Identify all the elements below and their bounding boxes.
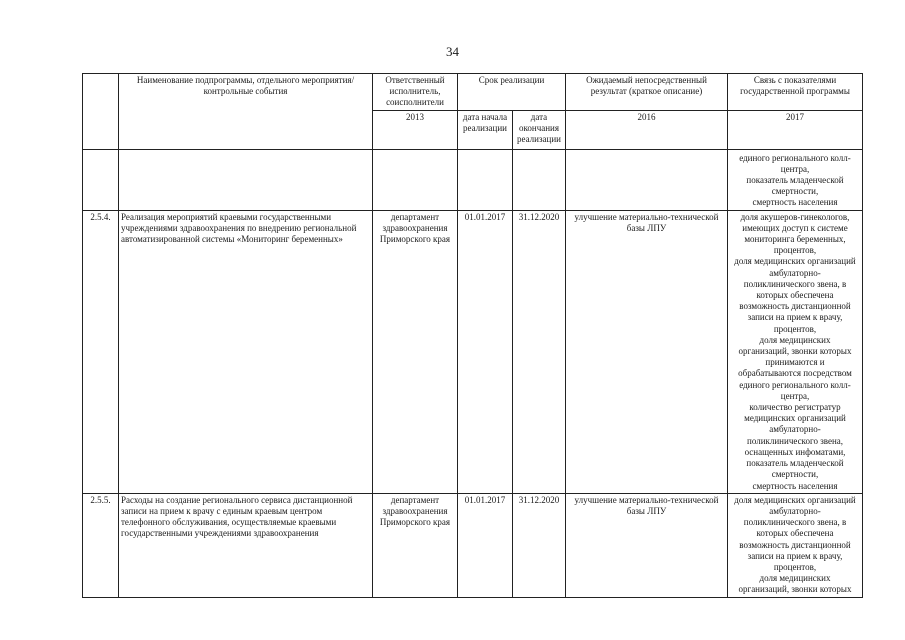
indicator-line: амбулаторно- (769, 424, 821, 435)
indicator-line: амбулаторно- (769, 505, 821, 516)
header-responsible: Ответственный исполнитель, соисполнители (373, 74, 458, 111)
row-responsible: департамент здравоохранения Приморского края (373, 210, 458, 493)
page-number: 34 (446, 44, 459, 59)
row-start-date: 01.01.2017 (458, 493, 513, 597)
indicator-line: доля медицинских организаций (734, 256, 856, 267)
header-result-year: 2016 (566, 110, 728, 149)
row-number (83, 149, 119, 210)
indicator-line: поликлинического звена, в (743, 278, 847, 289)
row-name (119, 149, 373, 210)
indicator-line: процентов, (773, 561, 817, 572)
indicator-line: количество регистратур (749, 402, 841, 413)
row-end-date: 31.12.2020 (513, 210, 566, 493)
row-indicators (728, 210, 863, 493)
row-result: улучшение материально-технической базы ЛПУ (566, 493, 728, 597)
program-table (82, 73, 863, 598)
indicator-line: организаций, звонки которых (738, 584, 852, 595)
row-start-date (458, 149, 513, 210)
indicator-line: оснащенных инфоматами, (744, 446, 846, 457)
table-row (83, 493, 863, 597)
indicator-line: единого регионального колл- (739, 152, 851, 163)
header-result: Ожидаемый непосредственный результат (краткое описание) (566, 74, 728, 111)
indicator-list (730, 495, 860, 596)
indicator-line: организаций, звонки которых (738, 346, 852, 357)
header-name: Наименование подпрограммы, отдельного мероприятия/контрольные события (119, 74, 373, 150)
header-term: Срок реализации (458, 74, 566, 111)
indicator-line: доля акушеров-гинекологов, (740, 211, 850, 222)
indicator-line: процентов, (773, 323, 817, 334)
indicator-line: принимаются и (765, 357, 825, 368)
row-name: Расходы на создание регионального сервиса дистанционной записи на прием к врачу с единым краевым центром телефонного обслуживания, осуществляемые краевыми государственными учреждениями здравоохранения (119, 493, 373, 597)
row-responsible: департамент здравоохранения Приморского края (373, 493, 458, 597)
indicator-line: которых обеспечена (756, 528, 834, 539)
indicator-list (730, 212, 860, 492)
indicator-line: показатель младенческой (746, 458, 844, 469)
row-responsible (373, 149, 458, 210)
indicator-line: поликлинического звена, в (743, 517, 847, 528)
row-result: улучшение материально-технической базы ЛПУ (566, 210, 728, 493)
row-start-date: 01.01.2017 (458, 210, 513, 493)
header-link: Связь с показателями государственной программы (728, 74, 863, 111)
header-link-year: 2017 (728, 110, 863, 149)
indicator-line: процентов, (773, 245, 817, 256)
indicator-line: поликлинического звена, (747, 435, 843, 446)
header-start-date: дата начала реализации (458, 110, 513, 149)
indicator-line: доля медицинских (759, 334, 831, 345)
indicator-line: медицинских организаций (744, 413, 846, 424)
row-end-date (513, 149, 566, 210)
row-end-date: 31.12.2020 (513, 493, 566, 597)
row-number: 2.5.5. (83, 493, 119, 597)
row-name: Реализация мероприятий краевыми государственными учреждениями здравоохранения по внедрению региональной автоматизированной системы «Мониторинг беременных» (119, 210, 373, 493)
header-responsible-year: 2013 (373, 110, 458, 149)
header-number-cell (83, 74, 119, 150)
indicator-line: мониторинга беременных, (744, 234, 846, 245)
indicator-line: смертность населения (752, 480, 838, 491)
indicator-line: которых обеспечена (756, 290, 834, 301)
indicator-line: амбулаторно- (769, 267, 821, 278)
indicator-line: записи на прием к врачу, (747, 550, 843, 561)
indicator-line: доля медицинских (759, 573, 831, 584)
indicator-line: доля медицинских организаций (734, 494, 856, 505)
indicator-line: возможность дистанционной (739, 301, 851, 312)
indicator-line: обрабатываются посредством (738, 368, 852, 379)
indicator-line: записи на прием к врачу, (747, 312, 843, 323)
table-row (83, 149, 863, 210)
indicator-line: единого регионального колл- (739, 379, 851, 390)
header-end-date: дата окончания реализации (513, 110, 566, 149)
indicator-line: центра, (780, 390, 810, 401)
indicator-line: имеющих доступ к системе (742, 222, 848, 233)
row-result (566, 149, 728, 210)
indicator-line: смертности, (771, 186, 819, 197)
row-indicators (728, 493, 863, 597)
indicator-line: центра, (780, 163, 810, 174)
indicator-line: возможность дистанционной (739, 539, 851, 550)
table-row (83, 210, 863, 493)
row-number: 2.5.4. (83, 210, 119, 493)
indicator-line: смертности, (771, 469, 819, 480)
indicator-line: показатель младенческой (746, 175, 844, 186)
indicator-line: смертность населения (752, 197, 838, 208)
indicator-list (730, 151, 860, 209)
row-indicators (728, 149, 863, 210)
